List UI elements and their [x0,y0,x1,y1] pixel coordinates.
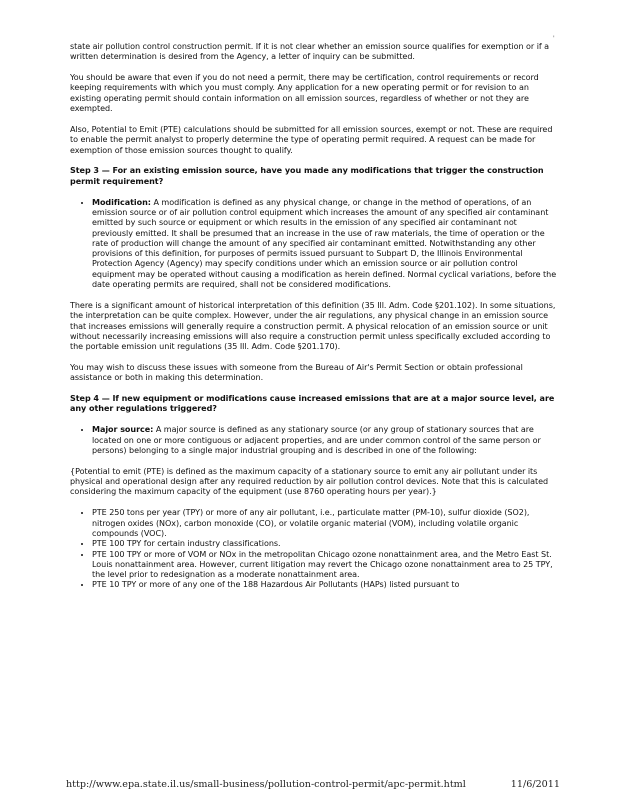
page-footer [66,779,560,790]
paragraph-interpretation: There is a significant amount of historical interpretation of this definition (35 Ill. Adm. Code §201.102). In some situations, the interpretation can be quite complex. However, under the air regulations, any physical change in an emission source that increases emissions will generally require a construction permit. A physical relocation of an emission source or unit without necessarily increasing emissions will also require a construction permit unless specifically excluded according to the portable emission unit regulations (35 Ill. Adm. Code §201.170). [70,300,556,352]
document-body [70,42,558,591]
paragraph-pte-definition: {Potential to emit (PTE) is defined as the maximum capacity of a stationary source to emit any air pollutant under its physical and operational design after any required reduction by air pollution control devices. Note that this is calculated considering the maximum capacity of the equipment (use 8760 operating hours per year).} [70,466,549,497]
major-source-list [70,425,558,456]
modification-definition [92,198,558,291]
paragraph-continuation: state air pollution control construction permit. If it is not clear whether an emission source qualifies for exemption or if a written determination is desired from the Agency, a letter of inquiry can be submitted. [70,42,550,62]
step-3-heading: Step 3 — For an existing emission source, have you made any modifications that trigger the construction permit requirement? [70,166,544,186]
major-source-term: Major source: [92,425,154,435]
pte-item: • PTE 250 tons per year (TPY) or more of any air pollutant, i.e., particulate matter (PM-10), sulfur dioxide (SO2), nitrogen oxides (NOx), carbon monoxide (CO), or volatile organic material (VOM), including volatile organic compounds (VOC). [92,508,558,539]
step-4-heading: Step 4 — If new equipment or modifications cause increased emissions that are at a major source level, are any other regulations triggered? [70,394,555,414]
paragraph-awareness: You should be aware that even if you do not need a permit, there may be certification, control requirements or record keeping requirements with which you must comply. Any application for a new operating permit or for revision to an existing operating permit should contain information on all emission sources, regardless of whether or not they are exempted. [70,73,539,114]
paragraph-pte-calculations: Also, Potential to Emit (PTE) calculations should be submitted for all emission sources, exempt or not. These are required to enable the permit analyst to properly determine the type of operating permit required. A request can be made for exemption of those emission sources thought to qualify. [70,124,553,155]
pte-item: • PTE 10 TPY or more of any one of the 188 Hazardous Air Pollutants (HAPs) listed pursuant to [92,580,558,590]
modification-text: A modification is defined as any physical change, or change in the method of operations, of an emission source or of air pollution control equipment which increases the amount of any specified air contaminant emitted by such source or equipment or which results in the emission of any specified air contaminant not previously emitted. It shall be presumed that an increase in the use of raw materials, the time of operation or the rate of production will change the amount of any specified air contaminant emitted. Notwithstanding any other provisions of this definition, for purposes of permits issued pursuant to Subpart D, the Illinois Environmental Protection Agency (Agency) may specify conditions under which an emission source or air pollution control equipment may be operated without causing a modification as herein defined. Normal cyclical variations, before the date operating permits are required, shall not be considered modifications. [92,197,557,290]
modification-list [70,198,558,291]
paragraph-discuss: You may wish to discuss these issues with someone from the Bureau of Air's Permit Section or obtain professional assistance or both in making this determination. [70,362,523,383]
modification-term: Modification: [92,197,151,207]
major-source-text: A major source is defined as any stationary source (or any group of stationary sources that are located on one or more contiguous or adjacent properties, and are under common control of the same person or persons) belonging to a single major industrial grouping and is described in one of the following: [92,425,541,455]
pte-item: • PTE 100 TPY for certain industry classifications. [92,539,558,549]
scan-mark: ' [553,35,555,42]
footer-date: 11/6/2011 [510,779,560,790]
major-source-definition [92,425,558,456]
footer-url: http://www.epa.state.il.us/small-business/pollution-control-permit/apc-permit.html [66,779,466,790]
pte-threshold-list [70,508,558,590]
pte-item: • PTE 100 TPY or more of VOM or NOx in the metropolitan Chicago ozone nonattainment area, and the Metro East St. Louis nonattainment area. However, current litigation may revert the Chicago ozone nonattainment area to 25 TPY, the level prior to redesignation as a moderate nonattainment area. [92,550,558,581]
